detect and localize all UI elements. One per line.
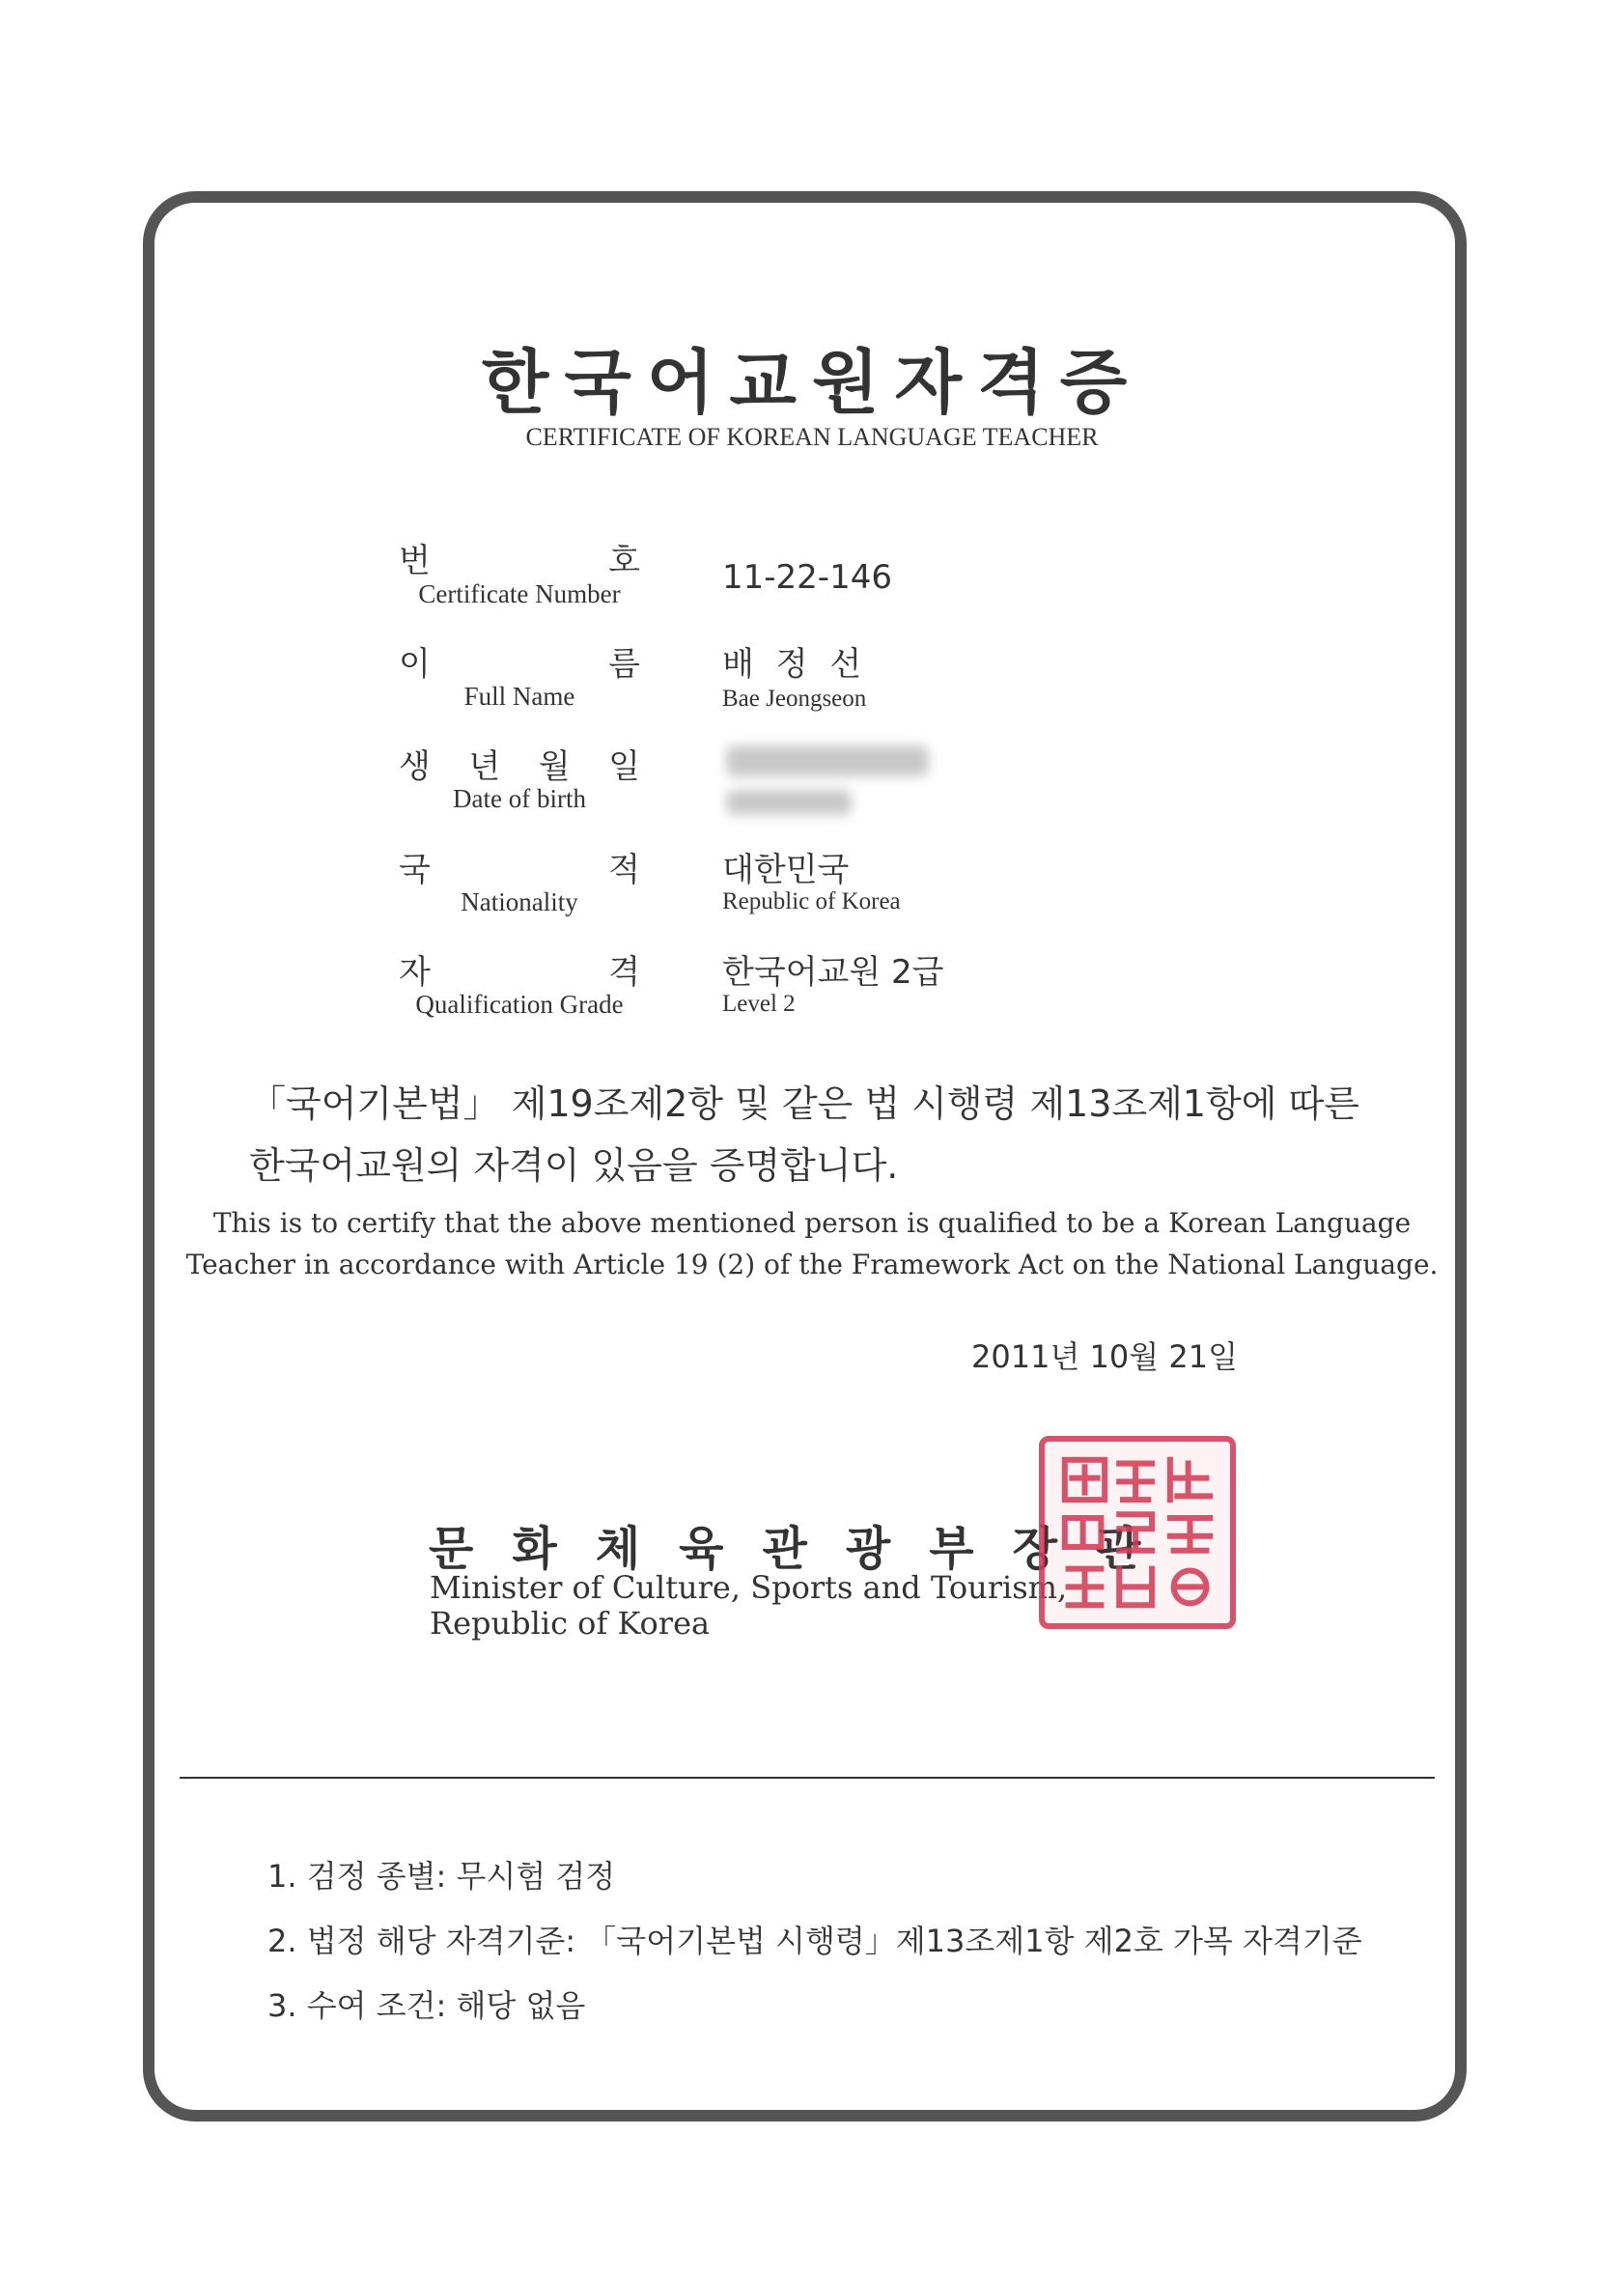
label-qualification-korean	[399, 945, 640, 993]
label-char: 호	[608, 542, 640, 580]
statement-korean-line1: 「국어기본법」 제19조제2항 및 같은 법 시행령 제13조제1항에 따른	[249, 1082, 1359, 1125]
label-char: 이	[399, 645, 431, 684]
issuer-english-line2: Republic of Korea	[430, 1605, 711, 1642]
issuer-english-line1: Minister of Culture, Sports and Tourism,	[430, 1569, 1068, 1606]
certificate-title-english: CERTIFICATE OF KOREAN LANGUAGE TEACHER	[525, 423, 1099, 451]
redacted-date-of-birth-line2	[726, 790, 852, 815]
full-name-korean-value: 배 정 선	[722, 645, 868, 684]
statement-english-line1: This is to certify that the above mentioned person is qualified to be a Korean Language	[212, 1207, 1412, 1239]
full-name-english-value: Bae Jeongseon	[722, 686, 867, 712]
label-char: 번	[399, 542, 431, 580]
label-char: 격	[608, 953, 640, 992]
label-char: 자	[399, 953, 431, 992]
label-char: 름	[608, 645, 640, 684]
nationality-english-value: Republic of Korea	[722, 888, 901, 914]
statement-korean-line2: 한국어교원의 자격이 있음을 증명합니다.	[249, 1144, 899, 1187]
statement-english-line2: Teacher in accordance with Article 19 (2) of the Framework Act on the National Language.	[185, 1249, 1439, 1280]
issuer-korean: 문화체육관광부장관	[429, 1522, 1180, 1576]
label-char: 일	[608, 747, 640, 786]
label-char: 적	[608, 851, 640, 889]
note-item: 2. 법정 해당 자격기준: 「국어기본법 시행령」제13조제1항 제2호 가목 자격기준	[267, 1923, 1362, 1959]
label-char: 국	[399, 851, 431, 889]
certificate-title-korean: 한국어교원자격증	[481, 341, 1143, 423]
label-nationality-english: Nationality	[461, 887, 578, 916]
label-char: 생	[399, 747, 431, 786]
label-full-name-english: Full Name	[463, 682, 575, 711]
note-item: 3. 수여 조건: 해당 없음	[267, 1987, 586, 2024]
certificate-number-value: 11-22-146	[722, 558, 892, 597]
qualification-english-value: Level 2	[722, 991, 796, 1017]
note-item: 1. 검정 종별: 무시험 검정	[267, 1858, 616, 1895]
label-char: 월	[538, 747, 571, 786]
label-full-name-korean	[399, 637, 640, 685]
label-char: 년	[468, 747, 501, 786]
label-qualification-english: Qualification Grade	[415, 990, 624, 1019]
label-certificate-number-korean	[399, 534, 640, 581]
issue-date: 2011년 10월 21일	[971, 1338, 1238, 1375]
official-seal-icon	[1039, 1436, 1236, 1629]
label-date-of-birth-english: Date of birth	[453, 784, 586, 813]
label-date-of-birth-korean	[399, 740, 640, 787]
redacted-date-of-birth	[726, 745, 929, 776]
nationality-korean-value: 대한민국	[722, 851, 850, 889]
label-nationality-korean	[399, 843, 640, 890]
notes-divider	[180, 1777, 1435, 1779]
qualification-korean-value: 한국어교원 2급	[722, 953, 944, 992]
label-certificate-number-english: Certificate Number	[418, 579, 621, 608]
